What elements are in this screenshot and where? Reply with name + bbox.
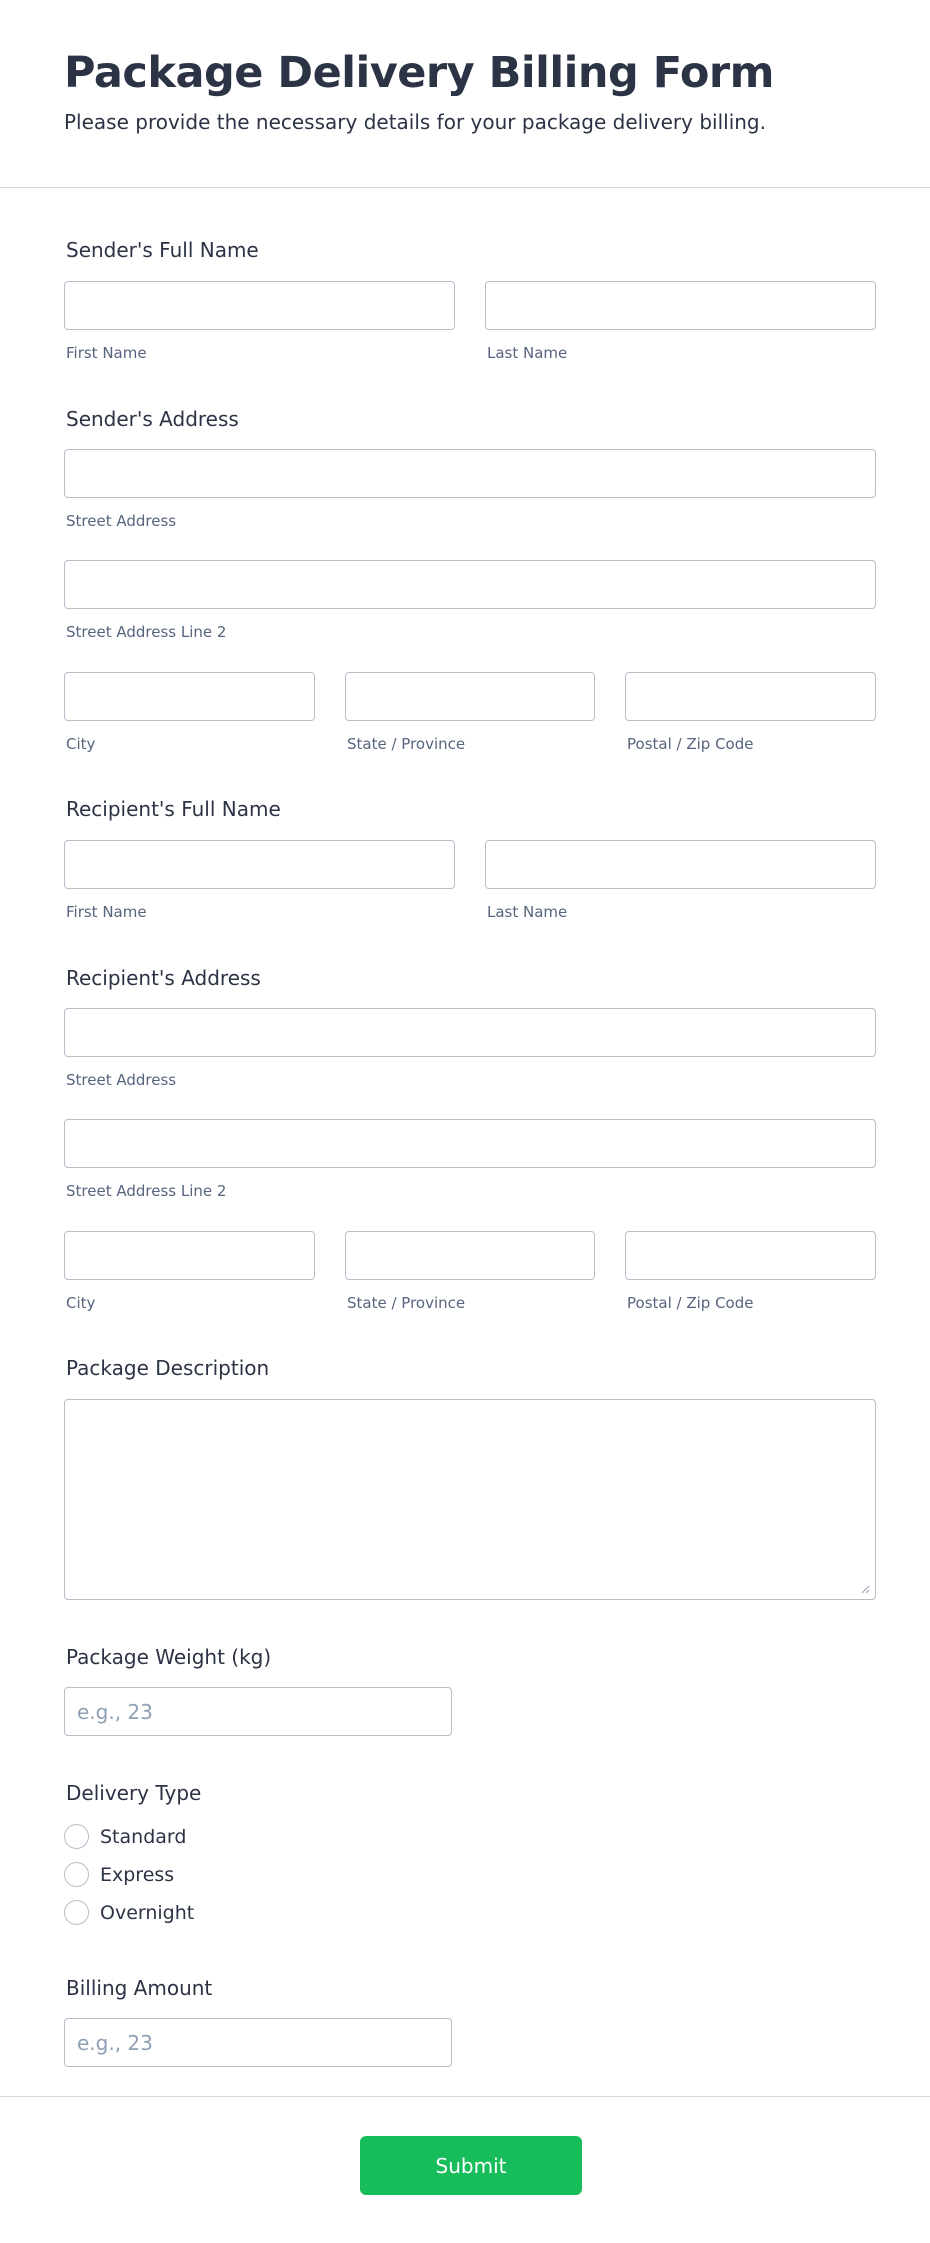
recipient-city-input[interactable]: [64, 1231, 315, 1280]
recipient-first-name-input[interactable]: [64, 840, 455, 889]
page-title: Package Delivery Billing Form: [64, 48, 774, 98]
sender-state-input[interactable]: [345, 672, 595, 721]
recipient-name-label: Recipient's Full Name: [66, 797, 281, 821]
package-description-label: Package Description: [66, 1356, 270, 1380]
recipient-state-input[interactable]: [345, 1231, 595, 1280]
sender-last-name-input[interactable]: [485, 281, 876, 330]
package-weight-input[interactable]: [64, 1687, 452, 1736]
package-weight-label: Package Weight (kg): [66, 1645, 272, 1669]
sender-first-name-input[interactable]: [64, 281, 455, 330]
delivery-option-express[interactable]: [64, 1862, 174, 1887]
billing-amount-input[interactable]: [64, 2018, 452, 2067]
sender-state-sublabel: State / Province: [347, 735, 466, 753]
page-subtitle: Please provide the necessary details for your package delivery billing.: [64, 110, 766, 134]
radio-express[interactable]: [64, 1862, 89, 1887]
radio-express-label: Express: [100, 1863, 175, 1886]
radio-overnight[interactable]: [64, 1900, 89, 1925]
recipient-last-name-sublabel: Last Name: [487, 903, 568, 921]
header-divider: [0, 187, 930, 188]
sender-city-input[interactable]: [64, 672, 315, 721]
radio-standard[interactable]: [64, 1824, 89, 1849]
delivery-option-standard[interactable]: [64, 1824, 186, 1849]
radio-overnight-label: Overnight: [100, 1901, 195, 1924]
sender-address-label: Sender's Address: [66, 407, 239, 431]
recipient-zip-sublabel: Postal / Zip Code: [627, 1294, 754, 1312]
delivery-option-overnight[interactable]: [64, 1900, 194, 1925]
recipient-state-sublabel: State / Province: [347, 1294, 466, 1312]
recipient-zip-input[interactable]: [625, 1231, 876, 1280]
sender-zip-input[interactable]: [625, 672, 876, 721]
submit-button[interactable]: Submit: [360, 2136, 582, 2195]
package-description-textarea[interactable]: [64, 1399, 876, 1600]
radio-standard-label: Standard: [100, 1825, 187, 1848]
sender-last-name-sublabel: Last Name: [487, 344, 568, 362]
sender-street2-sublabel: Street Address Line 2: [66, 623, 227, 641]
sender-city-sublabel: City: [66, 735, 96, 753]
recipient-street-sublabel: Street Address: [66, 1071, 177, 1089]
footer-divider: [0, 2096, 930, 2097]
recipient-street2-sublabel: Street Address Line 2: [66, 1182, 227, 1200]
sender-name-label: Sender's Full Name: [66, 238, 259, 262]
recipient-address-label: Recipient's Address: [66, 966, 261, 990]
sender-first-name-sublabel: First Name: [66, 344, 147, 362]
sender-street2-input[interactable]: [64, 560, 876, 609]
resize-grip-icon[interactable]: [860, 1584, 870, 1594]
billing-amount-label: Billing Amount: [66, 1976, 213, 2000]
recipient-street2-input[interactable]: [64, 1119, 876, 1168]
recipient-city-sublabel: City: [66, 1294, 96, 1312]
sender-street-input[interactable]: [64, 449, 876, 498]
sender-street-sublabel: Street Address: [66, 512, 177, 530]
sender-zip-sublabel: Postal / Zip Code: [627, 735, 754, 753]
delivery-type-label: Delivery Type: [66, 1781, 202, 1805]
recipient-first-name-sublabel: First Name: [66, 903, 147, 921]
recipient-last-name-input[interactable]: [485, 840, 876, 889]
recipient-street-input[interactable]: [64, 1008, 876, 1057]
